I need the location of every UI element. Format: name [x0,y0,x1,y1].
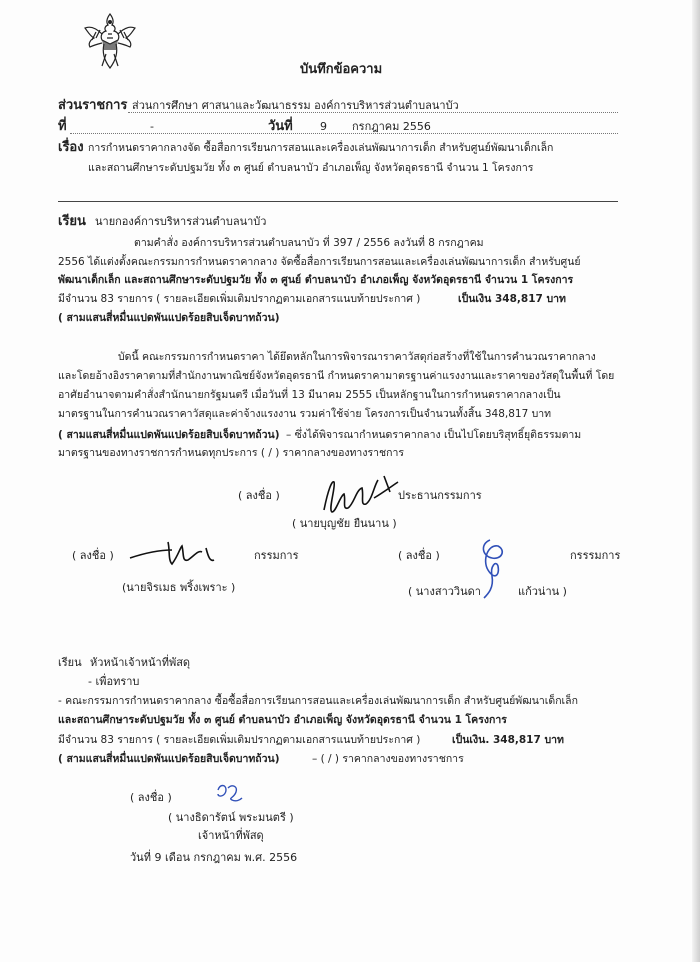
member2-signature-mark [476,536,516,600]
section2-salutation-value: หัวหน้าเจ้าหน้าที่พัสดุ [90,656,191,669]
salutation-label: เรียน [58,214,86,229]
order-paragraph-line-4a: มีจำนวน 83 รายการ ( รายละเอียดเพิ่มเติมปรากฏตามเอกสารแนบท้ายประกาศ ) [58,293,421,305]
officer-sign-label: ( ลงชื่อ ) [130,791,172,804]
date-day: 9 [320,120,327,133]
agency-label: ส่วนราชการ [58,98,128,113]
officer-name: ( นางธิดารัตน์ พระมนตรี ) [168,811,294,824]
section2-amount-words: ( สามแสนสี่หมื่นแปดพันแปดร้อยสิบเจ็ดบาทถ้วน) [58,753,280,765]
ref-value: - [150,120,154,133]
garuda-emblem-icon [82,10,138,72]
officer-role: เจ้าหน้าที่พัสดุ [198,829,264,842]
section2-line-3a: มีจำนวน 83 รายการ ( รายละเอียดเพิ่มเติมปรากฏตามเอกสารแนบท้ายประกาศ ) [58,734,421,746]
decision-paragraph-line-1: บัดนี้ คณะกรรมการกำหนดราคา ได้ยึดหลักในการพิจารณาราคาวัสดุก่อสร้างที่ใช้ในการคำนวณราคากลาง [118,351,596,363]
ref-label: ที่ [58,119,67,134]
member1-role: กรรมการ [254,549,299,562]
chair-role: ประธานกรรมการ [398,489,482,502]
date-month-year: กรกฎาคม 2556 [352,120,431,133]
subject-line-2: และสถานศึกษาระดับปฐมวัย ทั้ง ๓ ศูนย์ ตำบลนาบัว อำเภอเพ็ญ จังหวัดอุดรธานี จำนวน 1 โครงการ [88,162,534,174]
section2-date-line: วันที่ 9 เดือน กรกฎาคม พ.ศ. 2556 [130,851,298,864]
officer-signature-mark [214,780,244,804]
section2-line-1: - คณะกรรมการกำหนดราคากลาง ซื้อซื้อสื่อการเรียนการสอนและเครื่องเล่นพัฒนาการเด็ก สำหรับศูนย์พัฒนาเด็กเล็ก [58,695,578,707]
decision-amount-words: ( สามแสนสี่หมื่นแปดพันแปดร้อยสิบเจ็ดบาทถ้วน) [58,429,280,441]
member2-name-b: แก้วน่าน ) [518,585,567,598]
member2-sign-label: ( ลงชื่อ ) [398,549,440,562]
decision-paragraph-line-5: – ซึ่งได้พิจารณากำหนดราคากลาง เป็นไปโดยบริสุทธิ์ยุติธรรมตาม [286,429,582,441]
member2-role: กรรรมการ [570,549,621,562]
decision-paragraph-line-4: มาตรฐานในการคำนวณราคาวัสดุและค่าจ้างแรงงาน รวมค่าใช้จ่าย โครงการเป็นจำนวนทั้งสิ้น 348,817 บาท [58,408,552,420]
member2-name-a: ( นางสาววินดา [408,585,481,598]
order-paragraph-line-1: ตามคำสั่ง องค์การบริหารส่วนตำบลนาบัว ที่ 397 / 2556 ลงวันที่ 8 กรกฎาคม [134,237,484,249]
section2-purpose: - เพื่อทราบ [88,675,140,688]
chair-signature-mark [318,470,408,522]
section2-salutation-label: เรียน [58,656,82,669]
member1-name: (นายจิรเมธ พริ้งเพราะ ) [122,581,236,594]
ref-dotted-line [70,133,618,134]
decision-paragraph-line-6: มาตรฐานของทางราชการกำหนดทุกประการ ( / ) ราคากลางของทางราชการ [58,447,405,459]
order-paragraph-line-3: พัฒนาเด็กเล็ก และสถานศึกษาระดับปฐมวัย ทั้ง ๓ ศูนย์ ตำบลนาบัว อำเภอเพ็ญ จังหวัดอุดรธานี จำนวน 1 โครงการ [58,274,574,286]
section2-line-2: และสถานศึกษาระดับปฐมวัย ทั้ง ๓ ศูนย์ ตำบลนาบัว อำเภอเพ็ญ จังหวัดอุดรธานี จำนวน 1 โครงการ [58,714,507,726]
subject-line-1: การกำหนดราคากลางจัด ซื้อสื่อการเรียนการสอนและเครื่องเล่นพัฒนาการเด็ก สำหรับศูนย์พัฒนาเด็กเล็ก [88,142,554,154]
order-amount-words: ( สามแสนสี่หมื่นแปดพันแปดร้อยสิบเจ็ดบาทถ้วน) [58,312,280,324]
member1-sign-label: ( ลงชื่อ ) [72,549,114,562]
date-label: วันที่ [268,119,293,134]
paper-edge-shadow [692,0,700,962]
memo-title: บันทึกข้อความ [300,62,383,77]
decision-paragraph-line-3: อาศัยอำนาจตามคำสั่งสำนักนายกรัฐมนตรี เมื่อวันที่ 13 มีนาคม 2555 เป็นหลักฐานในการกำหนดราคากลางเป็น [58,389,561,401]
chair-name: ( นายบุญชัย ยืนนาน ) [292,517,397,530]
section2-amount: เป็นเงิน. 348,817 บาท [452,734,564,746]
member1-signature-mark [128,538,228,568]
subject-label: เรื่อง [58,140,84,155]
decision-paragraph-line-2: และโดยอ้างอิงราคาตามที่สำนักงานพาณิชย์จังหวัดอุดรธานี กำหนดราคามาตรฐานค่าแรงงานและราคาของวัสดุในพื้นที่ โดย [58,370,615,382]
agency-value: ส่วนการศึกษา ศาสนาและวัฒนาธรรม องค์การบริหารส่วนตำบลนาบัว [132,99,459,112]
agency-dotted-line [128,112,618,113]
order-paragraph-line-2: 2556 ได้แต่งตั้งคณะกรรมการกำหนดราคากลาง จัดซื้อสื่อการเรียนการสอนและเครื่องเล่นพัฒนาการเด็ก สำหรับศูนย์ [58,256,581,268]
chair-sign-label: ( ลงชื่อ ) [238,489,280,502]
section2-line-4b: – ( / ) ราคากลางของทางราชการ [312,753,464,765]
salutation-value: นายกองค์การบริหารส่วนตำบลนาบัว [95,215,267,228]
header-divider [58,201,618,202]
order-amount: เป็นเงิน 348,817 บาท [458,293,566,305]
